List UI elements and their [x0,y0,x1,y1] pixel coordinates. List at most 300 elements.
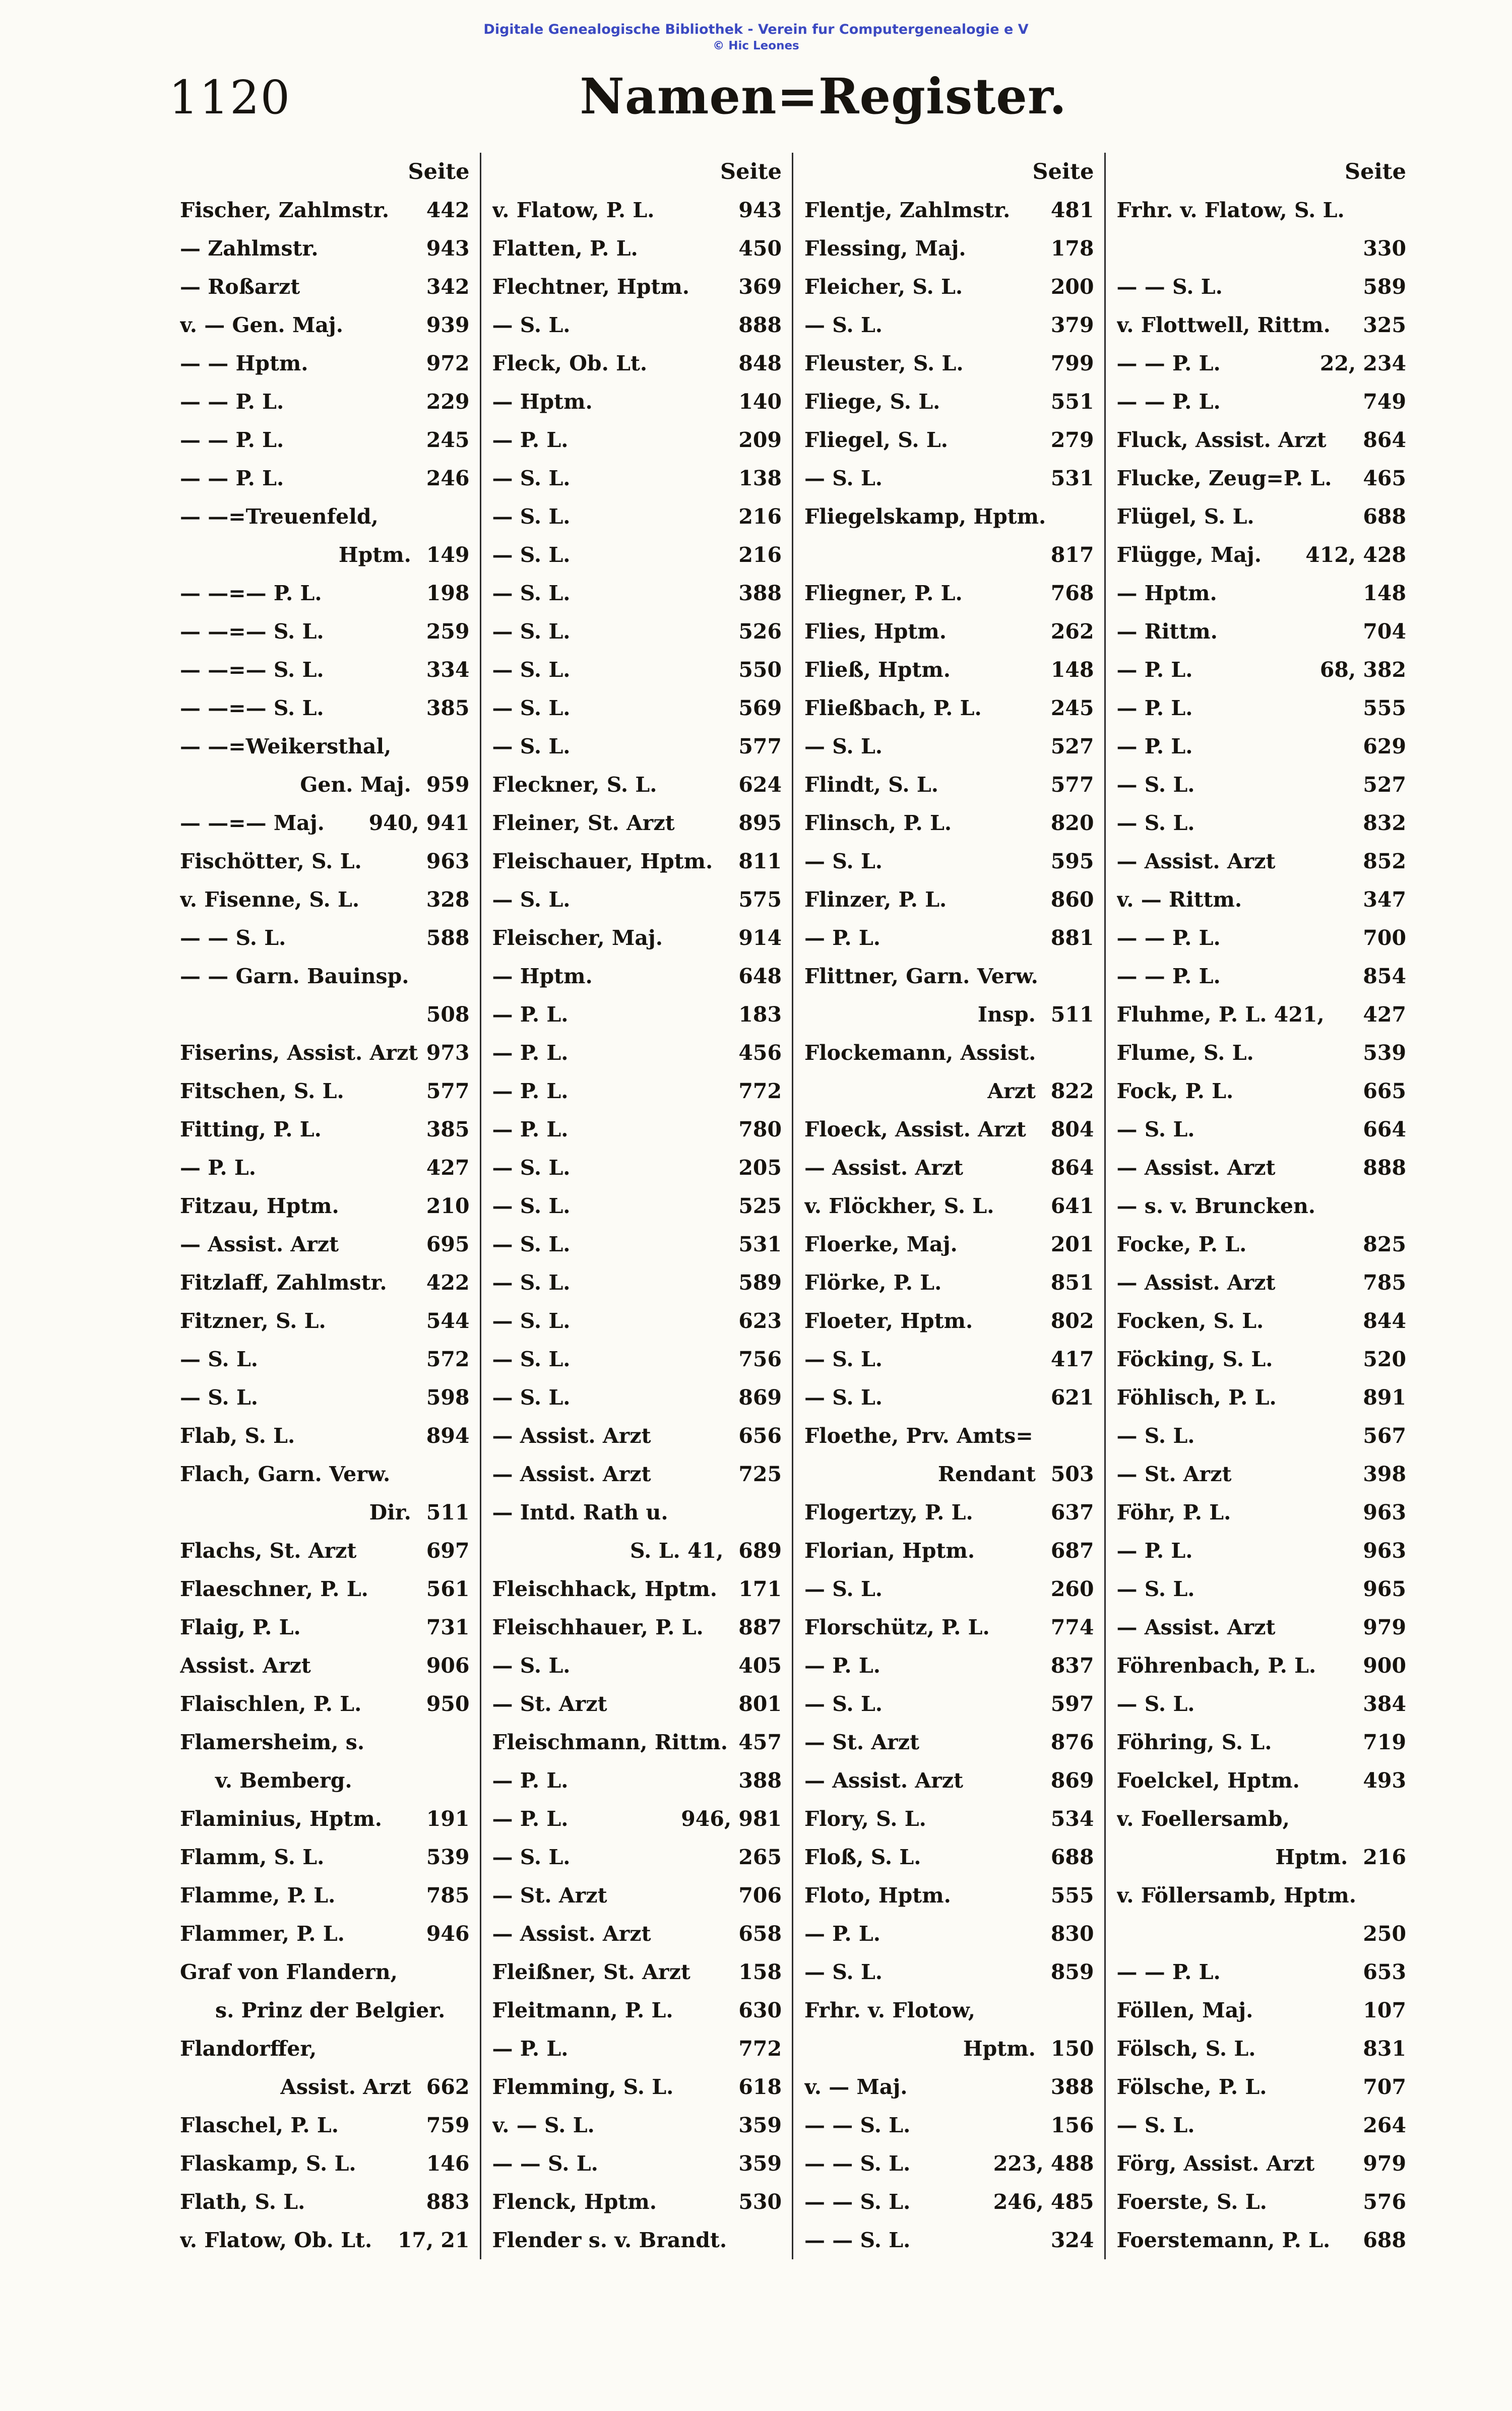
register-entry [804,1072,1097,1110]
entry-page-number: 511 [426,1500,470,1525]
entry-name: v. Föllersamb, Hptm. [1116,1883,1357,1908]
register-entry [180,1302,473,1340]
entry-name: — Hptm. [1116,581,1217,605]
entry-name: Flenck, Hptm. [492,2190,657,2214]
entry-name: Fließ, Hptm. [804,658,951,682]
entry-page-number: 107 [1363,1998,1406,2022]
entry-page-number: 799 [1050,351,1094,375]
entry-page-number: 555 [1050,1883,1094,1908]
register-entry [492,842,785,880]
entry-page-number: 972 [426,351,470,375]
register-entry [492,1110,785,1149]
entry-page-number: 943 [426,236,470,261]
entry-name: Fluhme, P. L. 421, [1116,1002,1325,1027]
entry-name: — S. L. [804,1385,883,1410]
register-entry [804,1953,1097,1991]
entry-name: Fleischauer, Hptm. [492,849,713,873]
entry-name: Frhr. v. Flatow, S. L. [1116,198,1345,222]
entry-name: — — S. L. [180,926,286,950]
entry-name: Flittner, Garn. Verw. [804,964,1038,988]
register-entry [1117,421,1410,459]
entry-page-number: 589 [738,1271,782,1295]
entry-name: — S. L. [804,1692,883,1716]
register-entry [492,421,785,459]
register-entry [492,268,785,306]
register-entry [492,1838,785,1876]
entry-page-number: 939 [426,313,470,337]
entry-page-number: 264 [1363,2113,1406,2137]
entry-page-number: 200 [1050,275,1094,299]
register-entry [492,1953,785,1991]
entry-name: Flessing, Maj. [804,236,966,261]
entry-name: — — S. L. [804,2190,911,2214]
entry-name: Flies, Hptm. [804,619,947,644]
entry-page-number: 844 [1363,1309,1406,1333]
entry-name: Foelckel, Hptm. [1116,1768,1300,1793]
entry-name: — S. L. [804,734,883,758]
entry-page-number: 851 [1050,1271,1094,1295]
entry-page-number: 785 [426,1883,470,1908]
register-entry [180,1225,473,1263]
entry-page-number: 178 [1050,236,1094,261]
entry-page-number: 688 [1050,1845,1094,1869]
scan-watermark-line1: Digitale Genealogische Bibliothek - Verein fur Computergenealogie e V [483,22,1029,37]
entry-page-number: 700 [1363,926,1406,950]
register-entry [492,344,785,383]
entry-page-number: 697 [426,1539,470,1563]
register-entry [180,1149,473,1187]
register-entry [180,1034,473,1072]
register-entry [492,2183,785,2221]
register-entry [180,1187,473,1225]
entry-name: — —=Treuenfeld, [180,504,379,529]
register-entry [1117,957,1410,995]
entry-page-number: 575 [738,887,782,912]
entry-page-number: 830 [1050,1922,1094,1946]
entry-page-number: 417 [1050,1347,1094,1371]
entry-name: Foerste, S. L. [1116,2190,1267,2214]
entry-name: — Assist. Arzt [492,1922,651,1946]
entry-page-number: 831 [1363,2037,1406,2061]
entry-name: — S. L. [180,1385,259,1410]
register-entry [492,1263,785,1302]
register-entry [180,1761,473,1800]
register-entry [492,957,785,995]
entry-page-number: 963 [426,849,470,873]
entry-name: — S. L. [492,887,571,912]
register-entry [492,1225,785,1263]
register-column-1 [169,153,480,2259]
entry-name: Floß, S. L. [804,1845,921,1869]
entry-page-number: 662 [426,2075,470,2099]
register-entry [804,459,1097,497]
entry-name: S. L. 41, [630,1539,724,1563]
register-entry [1117,306,1410,344]
entry-page-number: 756 [738,1347,782,1371]
register-entry [804,995,1097,1034]
entry-page-number: 262 [1050,619,1094,644]
entry-page-number: 577 [738,734,782,758]
entry-page-number: 530 [738,2190,782,2214]
entry-page-number: 665 [1363,1079,1406,1103]
register-entry [1117,1608,1410,1646]
entry-page-number: 895 [738,811,782,835]
entry-page-number: 359 [738,2151,782,2176]
register-entry [804,1149,1097,1187]
register-entry [492,2106,785,2144]
register-entry [1117,574,1410,612]
register-entry [180,459,473,497]
entry-name: Hptm. [963,2037,1036,2061]
entry-name: — S. L. [1116,1117,1195,1141]
register-entry [804,421,1097,459]
register-entry [180,1991,473,2029]
entry-page-number: 894 [426,1424,470,1448]
entry-name: — S. L. [1116,1424,1195,1448]
register-entry [1117,1263,1410,1302]
register-entry [1117,1072,1410,1110]
entry-name: v. Fisenne, S. L. [180,887,360,912]
register-entry [492,2221,785,2259]
register-entry [1117,1417,1410,1455]
register-entry [1117,1149,1410,1187]
entry-name: — P. L. [492,2037,569,2061]
entry-name: — St. Arzt [1116,1462,1232,1486]
entry-page-number: 965 [1363,1577,1406,1601]
register-entry [180,574,473,612]
entry-page-number: 158 [738,1960,782,1984]
entry-page-number: 864 [1050,1156,1094,1180]
register-entry [804,957,1097,995]
entry-name: — P. L. [804,926,880,950]
register-entry [1117,1034,1410,1072]
register-entry [180,1915,473,1953]
entry-name: Fliegel, S. L. [804,428,949,452]
entry-name: Fleitmann, P. L. [492,1998,673,2022]
entry-name: Flath, S. L. [180,2190,305,2214]
entry-page-number: 379 [1050,313,1094,337]
register-entry [804,1034,1097,1072]
register-entry [180,1953,473,1991]
register-entry [1117,1532,1410,1570]
register-entry [1117,459,1410,497]
entry-page-number: 330 [1363,236,1406,261]
register-entry [1117,536,1410,574]
entry-page-number: 148 [1363,581,1406,605]
register-entry [804,804,1097,842]
entry-name: — —=— S. L. [180,696,324,720]
entry-name: Flachs, St. Arzt [180,1539,357,1563]
entry-name: — S. L. [1116,811,1195,835]
scan-watermark [0,0,1512,53]
entry-name: — Hptm. [492,390,593,414]
entry-page-number: 979 [1363,2151,1406,2176]
entry-name: v. Flatow, P. L. [492,198,655,222]
entry-name: — S. L. [492,658,571,682]
register-entry [1117,766,1410,804]
entry-page-number: 457 [738,1730,782,1754]
register-entry [804,2068,1097,2106]
entry-page-number: 811 [738,849,782,873]
entry-page-number: 589 [1363,275,1406,299]
entry-page-number: 943 [738,198,782,222]
entry-page-number: 869 [738,1385,782,1410]
entry-page-number: 688 [1363,2228,1406,2252]
entry-name: Förg, Assist. Arzt [1116,2151,1315,2176]
register-entry [492,727,785,766]
register-entry [492,1723,785,1761]
entry-name: — S. L. [492,1347,571,1371]
register-entry [804,1838,1097,1876]
entry-name: Fleischmann, Rittm. [492,1730,728,1754]
register-entry [804,727,1097,766]
register-entry [1117,1110,1410,1149]
register-entry [180,689,473,727]
register-entry [180,995,473,1034]
entry-name: Föcking, S. L. [1116,1347,1273,1371]
register-entry [1117,1302,1410,1340]
entry-page-number: 598 [426,1385,470,1410]
entry-page-number: 772 [738,2037,782,2061]
column-seite-header: Seite [720,159,782,184]
entry-name: — S. L. [492,1271,571,1295]
entry-page-number: 223, 488 [993,2151,1094,2176]
entry-name: Hptm. [338,543,411,567]
entry-name: Fleck, Ob. Lt. [492,351,648,375]
register-entry [180,2183,473,2221]
entry-page-number: 216 [738,504,782,529]
register-entry [804,2183,1097,2221]
entry-name: Flamme, P. L. [180,1883,336,1908]
entry-page-number: 637 [1050,1500,1094,1525]
entry-name: Gen. Maj. [300,773,411,797]
register-entry [804,1455,1097,1493]
entry-name: — S. L. [492,1232,571,1256]
entry-name: Flinzer, P. L. [804,887,947,912]
entry-name: Assist. Arzt [280,2075,411,2099]
register-entry [492,1340,785,1378]
register-entry [804,306,1097,344]
register-entry [1117,1493,1410,1532]
entry-name: Fleischhack, Hptm. [492,1577,717,1601]
entry-page-number: 731 [426,1615,470,1639]
entry-name: Foerstemann, P. L. [1116,2228,1331,2252]
entry-page-number: 551 [1050,390,1094,414]
entry-page-number: 906 [426,1654,470,1678]
register-entry [180,1646,473,1685]
entry-page-number: 648 [738,964,782,988]
entry-name: — — S. L. [492,2151,598,2176]
register-entry [1117,727,1410,766]
entry-page-number: 887 [738,1615,782,1639]
register-entry [1117,1455,1410,1493]
entry-page-number: 749 [1363,390,1406,414]
entry-page-number: 963 [1363,1500,1406,1525]
register-entry [1117,689,1410,727]
register-column-3 [792,153,1104,2259]
register-entry [492,919,785,957]
register-entry [180,1493,473,1532]
page-header [169,68,1416,125]
entry-name: — S. L. [1116,773,1195,797]
register-entry [804,1225,1097,1263]
entry-name: Flaskamp, S. L. [180,2151,356,2176]
entry-name: Focke, P. L. [1116,1232,1247,1256]
entry-page-number: 804 [1050,1117,1094,1141]
entry-page-number: 210 [426,1194,470,1218]
register-entry [492,574,785,612]
entry-page-number: 198 [426,581,470,605]
entry-page-number: 359 [738,2113,782,2137]
entry-name: — S. L. [1116,1577,1195,1601]
register-entry [804,612,1097,651]
entry-name: Fliegner, P. L. [804,581,963,605]
entry-name: v. Flatow, Ob. Lt. [180,2228,372,2252]
entry-name: — —=— Maj. [180,811,325,835]
entry-name: Flammer, P. L. [180,1922,345,1946]
entry-page-number: 689 [738,1539,782,1563]
register-entry [180,651,473,689]
register-entry [804,1915,1097,1953]
entry-name: — —=— S. L. [180,658,324,682]
register-entry [492,1532,785,1570]
register-entry [804,2029,1097,2068]
entry-page-number: 527 [1363,773,1406,797]
register-entry [180,1608,473,1646]
register-entry [804,1493,1097,1532]
entry-name: Fitzner, S. L. [180,1309,326,1333]
entry-name: — S. L. [804,466,883,490]
entry-name: — S. L. [492,543,571,567]
entry-page-number: 526 [738,619,782,644]
entry-name: Flörke, P. L. [804,1271,942,1295]
entry-page-number: 209 [738,428,782,452]
register-entry [1117,2106,1410,2144]
entry-page-number: 888 [1363,1156,1406,1180]
entry-name: Floto, Hptm. [804,1883,951,1908]
entry-page-number: 621 [1050,1385,1094,1410]
entry-page-number: 527 [1050,734,1094,758]
register-entry [180,1417,473,1455]
entry-page-number: 22, 234 [1319,351,1406,375]
entry-name: Fleißner, St. Arzt [492,1960,690,1984]
register-entry [180,229,473,268]
entry-page-number: 325 [1363,313,1406,337]
register-entry [804,1302,1097,1340]
entry-name: Flucke, Zeug=P. L. [1116,466,1332,490]
entry-page-number: 388 [738,581,782,605]
entry-name: Assist. Arzt [180,1654,311,1678]
entry-name: — S. L. [180,1347,259,1371]
entry-page-number: 837 [1050,1654,1094,1678]
entry-page-number: 465 [1363,466,1406,490]
entry-name: — — Hptm. [180,351,308,375]
entry-name: — S. L. [492,734,571,758]
entry-name: Flamersheim, s. [180,1730,365,1754]
entry-page-number: 324 [1050,2228,1094,2252]
entry-page-number: 534 [1050,1807,1094,1831]
register-column-4 [1104,153,1417,2259]
entry-page-number: 555 [1363,696,1406,720]
register-entry [804,1417,1097,1455]
register-entry [1117,804,1410,842]
entry-name: Fliegelskamp, Hptm. [804,504,1046,529]
entry-page-number: 427 [426,1156,470,1180]
register-entry [180,957,473,995]
entry-name: Flender s. v. Brandt. [492,2228,727,2252]
entry-name: Hptm. [1275,1845,1348,1869]
register-entry [804,919,1097,957]
entry-page-number: 520 [1363,1347,1406,1371]
entry-page-number: 68, 382 [1319,658,1406,682]
entry-name: Fischer, Zahlmstr. [180,198,390,222]
register-entry [492,1378,785,1417]
entry-name: — St. Arzt [804,1730,920,1754]
entry-page-number: 950 [426,1692,470,1716]
entry-name: — S. L. [804,1960,883,1984]
register-entry [1117,1800,1410,1838]
register-entry [492,1493,785,1532]
entry-name: Fliege, S. L. [804,390,940,414]
entry-name: Insp. [977,1002,1036,1027]
entry-page-number: 597 [1050,1692,1094,1716]
entry-page-number: 260 [1050,1577,1094,1601]
entry-page-number: 148 [1050,658,1094,682]
entry-name: Flaig, P. L. [180,1615,301,1639]
entry-name: — S. L. [1116,2113,1195,2137]
entry-name: — — P. L. [1116,351,1221,375]
register-entry [492,191,785,229]
register-entry [492,497,785,536]
entry-name: — P. L. [1116,1539,1193,1563]
register-entry [804,536,1097,574]
entry-name: — —=— P. L. [180,581,322,605]
register-entry [180,1263,473,1302]
entry-name: — — P. L. [1116,964,1221,988]
entry-page-number: 245 [426,428,470,452]
entry-page-number: 156 [1050,2113,1094,2137]
entry-name: — P. L. [492,1002,569,1027]
entry-page-number: 768 [1050,581,1094,605]
entry-name: v. Foellersamb, [1116,1807,1290,1831]
register-entry [180,804,473,842]
register-entry [492,459,785,497]
register-entry [492,1991,785,2029]
register-entry [180,1570,473,1608]
entry-name: Fleckner, S. L. [492,773,657,797]
entry-name: — Assist. Arzt [492,1462,651,1486]
entry-page-number: 780 [738,1117,782,1141]
page-title: Namen=Register. [580,68,1067,125]
entry-page-number: 704 [1363,619,1406,644]
entry-page-number: 279 [1050,428,1094,452]
register-entry [1117,1570,1410,1608]
entry-page-number: 695 [426,1232,470,1256]
register-entry [180,268,473,306]
register-entry [1117,1378,1410,1417]
entry-name: Fiserins, Assist. Arzt [180,1041,418,1065]
entry-name: Flaschel, P. L. [180,2113,339,2137]
entry-name: Fitzau, Hptm. [180,1194,339,1218]
entry-page-number: 265 [738,1845,782,1869]
entry-page-number: 820 [1050,811,1094,835]
register-entry [180,536,473,574]
entry-page-number: 493 [1363,1768,1406,1793]
register-entry [180,2221,473,2259]
entry-name: — S. L. [492,504,571,529]
register-entry [1117,1723,1410,1761]
register-entry [804,842,1097,880]
